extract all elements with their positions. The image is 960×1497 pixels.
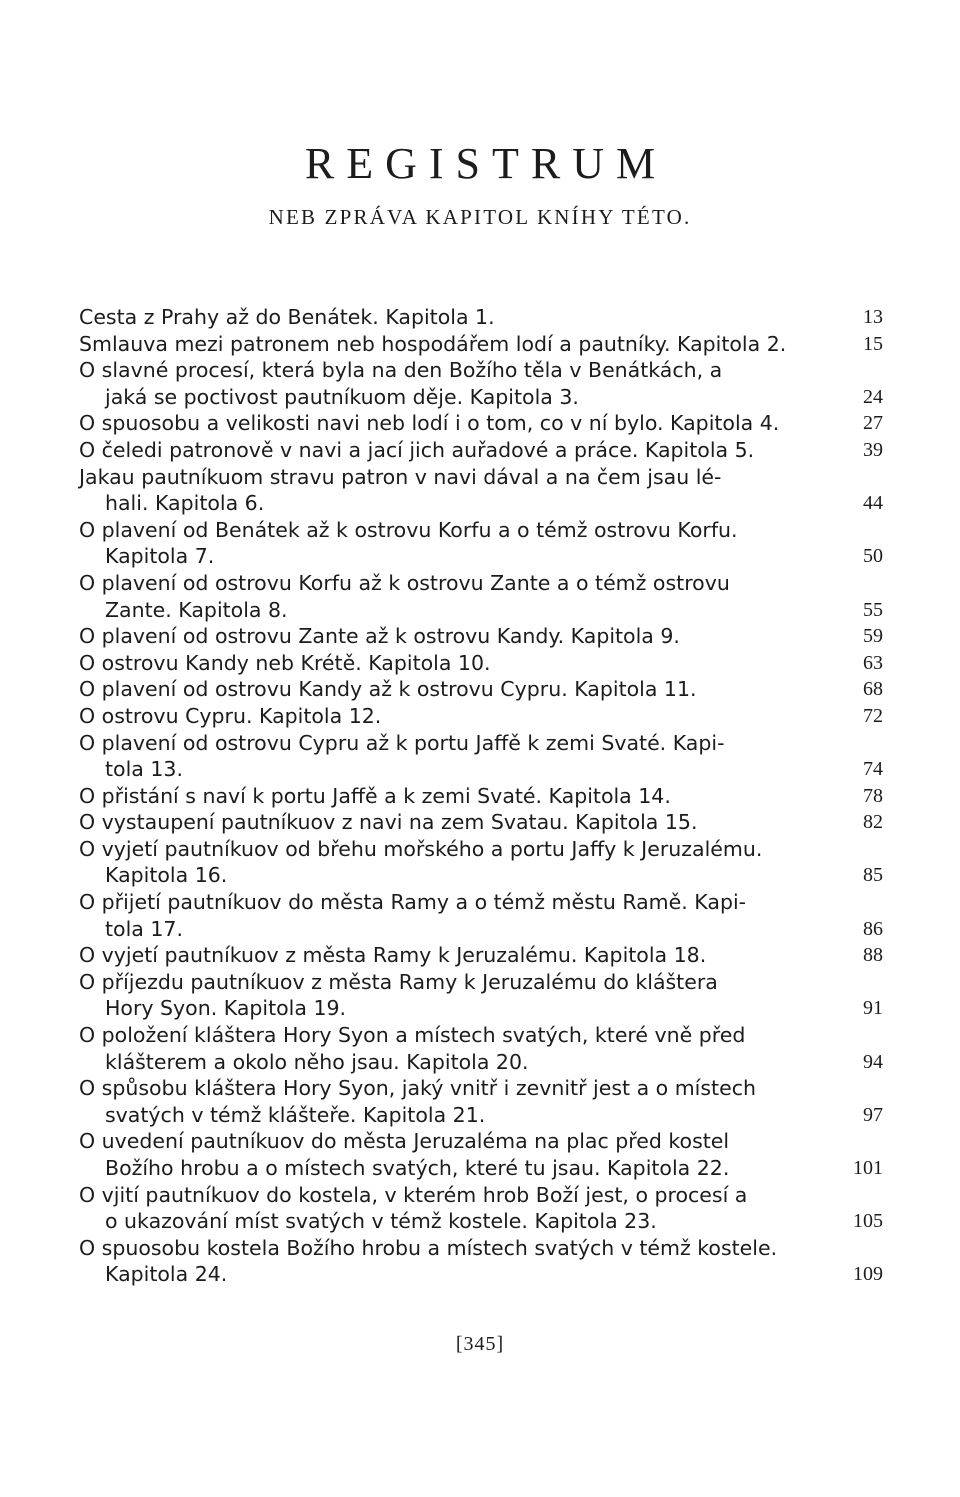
toc-entry [79, 464, 883, 517]
toc-entry-title [79, 809, 819, 836]
toc-entry-title [79, 836, 819, 889]
toc-entry-page-number: 63 [863, 651, 883, 674]
toc-entry-title [79, 623, 819, 650]
toc-entry [79, 1182, 883, 1235]
toc-entry-page-number: 97 [863, 1103, 883, 1126]
table-of-contents [79, 304, 883, 1288]
toc-entry-line: O slavné procesí, která byla na den Božího těla v Benátkách, a [79, 358, 723, 383]
toc-entry-title [79, 783, 819, 810]
toc-entry-title [79, 1128, 819, 1181]
toc-entry-line: O ostrovu Cypru. Kapitola 12. [79, 703, 382, 728]
toc-entry-page-number: 105 [853, 1210, 883, 1233]
toc-entry [79, 730, 883, 783]
toc-entry [79, 331, 883, 358]
toc-entry-page-number: 82 [863, 811, 883, 834]
toc-entry-page-number: 68 [863, 678, 883, 701]
toc-entry-page-number: 91 [863, 997, 883, 1020]
toc-entry-title [79, 331, 819, 358]
toc-entry-title [79, 437, 819, 464]
toc-entry-page-number: 86 [863, 917, 883, 940]
toc-entry-line: O plavení od ostrovu Korfu až k ostrovu Zante a o témž ostrovu [79, 570, 730, 595]
toc-entry-page-number: 27 [863, 412, 883, 435]
toc-entry [79, 783, 883, 810]
toc-entry-line: O plavení od Benátek až k ostrovu Korfu a o témž ostrovu Korfu. [79, 517, 738, 542]
page-title: REGISTRUM [304, 139, 668, 188]
toc-entry-page-number: 101 [853, 1157, 883, 1179]
toc-entry-line: O ostrovu Kandy neb Krétě. Kapitola 10. [79, 650, 491, 675]
toc-entry-line: Kapitola 24. [105, 1262, 228, 1287]
toc-entry-page-number: 74 [863, 758, 883, 781]
toc-entry-line: O přistání s naví k portu Jaffě a k zemi Svaté. Kapitola 14. [79, 783, 671, 808]
toc-entry-line: tola 13. [105, 757, 183, 782]
toc-entry-line: O vjití pautníkuov do kostela, v kterém hrob Boží jest, o procesí a [79, 1182, 748, 1207]
toc-entry [79, 676, 883, 703]
toc-entry [79, 703, 883, 730]
toc-entry [79, 304, 883, 331]
toc-entry [79, 437, 883, 464]
toc-entry-line: tola 17. [105, 916, 183, 941]
toc-entry-page-number: 109 [853, 1263, 883, 1286]
toc-entry-title [79, 517, 819, 570]
toc-entry-title [79, 650, 819, 677]
toc-entry-line: O spuosobu kostela Božího hrobu a místech svatých v témž kostele. [79, 1235, 778, 1260]
toc-entry-title [79, 1182, 819, 1235]
toc-entry [79, 889, 883, 942]
toc-entry [79, 623, 883, 650]
toc-entry [79, 357, 883, 410]
toc-entry [79, 410, 883, 437]
page-number: [345] [455, 1333, 505, 1355]
toc-entry [79, 1022, 883, 1075]
toc-entry-line: O vyjetí pautníkuov z města Ramy k Jeruzalému. Kapitola 18. [79, 943, 707, 968]
toc-entry-page-number: 55 [863, 598, 883, 621]
toc-entry [79, 517, 883, 570]
page-subtitle: NEB ZPRÁVA KAPITOL KNÍHY TÉTO. [268, 205, 692, 229]
toc-entry-title [79, 676, 819, 703]
toc-entry [79, 1235, 883, 1288]
toc-entry-line: jaká se poctivost pautníkuom děje. Kapitola 3. [105, 384, 579, 409]
toc-entry [79, 1128, 883, 1181]
toc-entry-line: O plavení od ostrovu Zante až k ostrovu Kandy. Kapitola 9. [79, 624, 680, 649]
toc-entry-line: Smlauva mezi patronem neb hospodářem lodí a pautníky. Kapitola 2. [79, 331, 787, 356]
toc-entry-line: Kapitola 16. [105, 863, 228, 888]
toc-entry-line: O příjezdu pautníkuov z města Ramy k Jeruzalému do kláštera [79, 969, 718, 994]
toc-entry-title [79, 942, 819, 969]
toc-entry-title [79, 703, 819, 730]
toc-entry-title [79, 357, 819, 410]
toc-entry-line: O vystaupení pautníkuov z navi na zem Svatau. Kapitola 15. [79, 810, 698, 835]
toc-entry-line: O plavení od ostrovu Cypru až k portu Jaffě k zemi Svaté. Kapi- [79, 730, 725, 755]
toc-entry-line: svatých v témž klášteře. Kapitola 21. [105, 1102, 486, 1127]
toc-entry-line: Cesta z Prahy až do Benátek. Kapitola 1. [79, 305, 495, 329]
toc-entry-title [79, 464, 819, 517]
toc-entry-line: Jakau pautníkuom stravu patron v navi dával a na čem jsau lé- [79, 464, 722, 489]
toc-entry-line: O spuosobu a velikosti navi neb lodí i o tom, co v ní bylo. Kapitola 4. [79, 411, 780, 436]
toc-entry-line: Hory Syon. Kapitola 19. [105, 996, 347, 1021]
toc-entry-title [79, 570, 819, 623]
toc-entry [79, 650, 883, 677]
toc-entry [79, 1075, 883, 1128]
toc-entry-title [79, 410, 819, 437]
toc-entry-line: O plavení od ostrovu Kandy až k ostrovu Cypru. Kapitola 11. [79, 677, 697, 702]
toc-entry-page-number: 44 [863, 492, 883, 515]
toc-entry-line: Zante. Kapitola 8. [105, 597, 288, 622]
toc-entry [79, 836, 883, 889]
toc-entry-line: O vyjetí pautníkuov od břehu mořského a portu Jaffy k Jeruzalému. [79, 836, 763, 861]
toc-entry [79, 942, 883, 969]
toc-entry [79, 969, 883, 1022]
toc-entry [79, 570, 883, 623]
toc-entry-line: hali. Kapitola 6. [105, 491, 265, 516]
toc-entry-page-number: 39 [863, 438, 883, 461]
toc-entry-page-number: 13 [863, 306, 883, 328]
toc-entry-title [79, 304, 819, 331]
toc-entry-title [79, 1075, 819, 1128]
toc-entry-title [79, 969, 819, 1022]
toc-entry-line: Božího hrobu a o místech svatých, které tu jsau. Kapitola 22. [105, 1156, 730, 1180]
toc-entry-line: klášterem a okolo něho jsau. Kapitola 20. [105, 1049, 529, 1074]
toc-entry-page-number: 24 [863, 385, 883, 408]
toc-entry-line: O uvedení pautníkuov do města Jeruzaléma na plac před kostel [79, 1129, 730, 1154]
toc-entry-line: O položení kláštera Hory Syon a místech svatých, které vně před [79, 1023, 746, 1048]
toc-entry-title [79, 730, 819, 783]
toc-entry-line: o ukazování míst svatých v témž kostele. Kapitola 23. [105, 1209, 657, 1234]
toc-entry-page-number: 50 [863, 545, 883, 568]
toc-entry-page-number: 78 [863, 784, 883, 807]
toc-entry-line: O spůsobu kláštera Hory Syon, jaký vnitř i zevnitř jest a o místech [79, 1076, 756, 1101]
toc-entry [79, 809, 883, 836]
toc-entry-page-number: 85 [863, 864, 883, 887]
toc-entry-title [79, 1022, 819, 1075]
toc-entry-page-number: 72 [863, 704, 883, 727]
toc-entry-page-number: 15 [863, 332, 883, 355]
toc-entry-line: Kapitola 7. [105, 544, 215, 569]
toc-entry-page-number: 59 [863, 625, 883, 648]
toc-entry-title [79, 889, 819, 942]
toc-entry-line: O čeledi patronově v navi a jací jich auřadové a práce. Kapitola 5. [79, 437, 755, 462]
toc-entry-page-number: 88 [863, 944, 883, 967]
toc-entry-title [79, 1235, 819, 1288]
toc-entry-line: O přijetí pautníkuov do města Ramy a o témž městu Ramě. Kapi- [79, 890, 747, 915]
toc-entry-page-number: 94 [863, 1050, 883, 1073]
